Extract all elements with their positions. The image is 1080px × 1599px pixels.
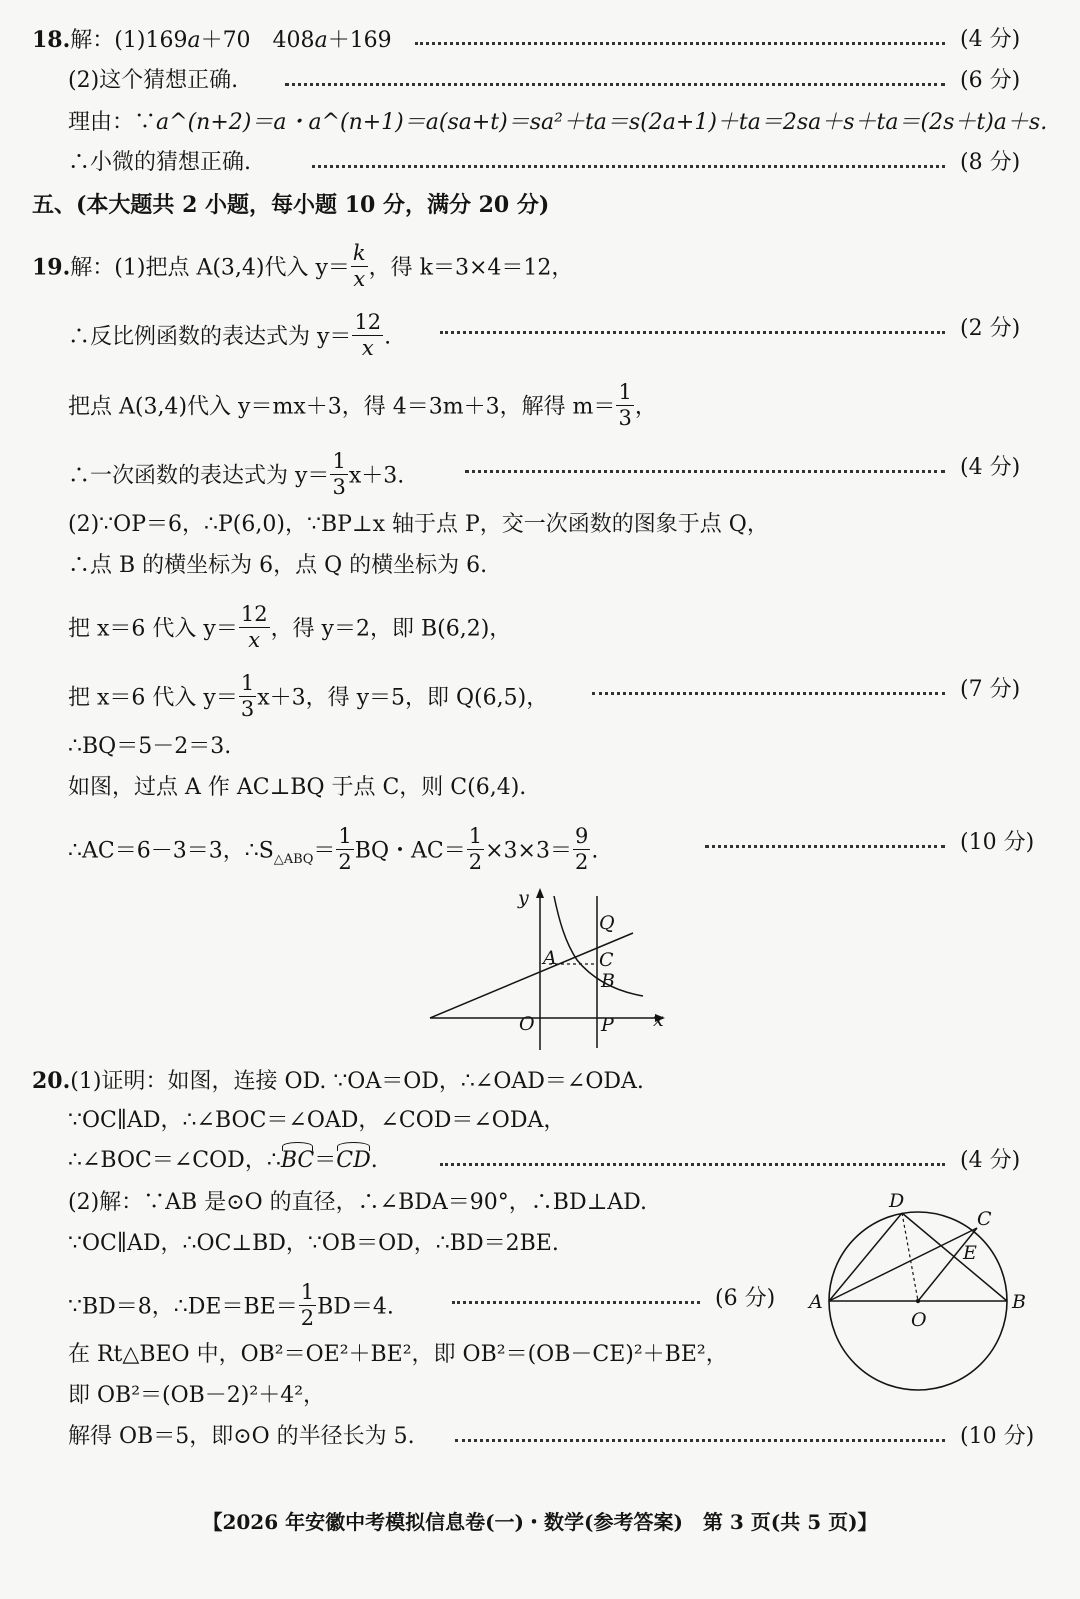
score-label: (4 分) bbox=[960, 1148, 1021, 1173]
q19-line-11 bbox=[0, 824, 1080, 874]
q18-l1-mid: ＋70 408 bbox=[200, 28, 315, 53]
numerator: 12 bbox=[240, 602, 268, 626]
label-a: A bbox=[809, 1291, 823, 1313]
q19-p11-a: ∴AC＝6－3＝3，∴S bbox=[68, 838, 274, 864]
score-leader bbox=[312, 165, 945, 168]
q19-line-1 bbox=[0, 241, 1080, 291]
denominator: 2 bbox=[574, 850, 589, 874]
score-leader bbox=[455, 1439, 945, 1442]
q20-l9: 解得 OB＝5，即⊙O 的半径长为 5. bbox=[68, 1424, 415, 1449]
numerator: 9 bbox=[574, 824, 589, 848]
q19-line-5 bbox=[0, 510, 1080, 540]
q19-line-7 bbox=[0, 602, 1080, 652]
q19-line-6 bbox=[0, 551, 1080, 581]
q19-p4-a: ∴一次函数的表达式为 y＝ bbox=[68, 463, 330, 489]
numerator: 1 bbox=[338, 824, 352, 848]
numerator: 1 bbox=[300, 1280, 315, 1304]
fraction bbox=[330, 451, 347, 498]
q18-line-3 bbox=[0, 108, 1080, 138]
fraction bbox=[616, 382, 633, 429]
chord-ac bbox=[829, 1228, 977, 1301]
q19-function-graph bbox=[425, 880, 675, 1055]
q19-p2-a: ∴反比例函数的表达式为 y＝ bbox=[68, 324, 352, 350]
label-o: O bbox=[519, 1013, 535, 1035]
period: . bbox=[384, 324, 392, 350]
label-y: y bbox=[518, 887, 529, 909]
score-label: (4 分) bbox=[960, 27, 1021, 52]
section-title: 五、(本大题共 2 小题，每小题 10 分，满分 20 分) bbox=[32, 192, 550, 218]
score-leader bbox=[440, 331, 945, 334]
subscript: △ABQ bbox=[273, 851, 314, 867]
y-axis-arrow bbox=[536, 888, 544, 898]
label-o: O bbox=[911, 1309, 927, 1331]
q19-p3-b: ， bbox=[634, 394, 657, 420]
var-a: a bbox=[187, 28, 201, 53]
q20-l2: ∵OC∥AD，∴∠BOC＝∠OAD，∠COD＝∠ODA， bbox=[68, 1108, 566, 1133]
numerator: 1 bbox=[332, 449, 346, 473]
fraction bbox=[352, 312, 383, 359]
label-e: E bbox=[963, 1242, 977, 1264]
numerator: 1 bbox=[240, 671, 255, 695]
q18-l3-expr: a^(n+2)＝a・a^(n+1)＝a(sa+t)＝sa²＋ta＝s(2a+1)＋ta＝2sa＋s＋ta＝(2s＋t)a＋s. bbox=[156, 110, 1048, 135]
q20-line-1 bbox=[0, 1066, 1080, 1096]
denominator: 3 bbox=[332, 475, 346, 499]
hyperbola-curve bbox=[554, 896, 643, 996]
denominator: x bbox=[353, 267, 366, 291]
q20-line-3 bbox=[0, 1146, 1080, 1176]
q19-line-8 bbox=[0, 671, 1080, 721]
score-label: (4 分) bbox=[960, 455, 1021, 480]
label-x: x bbox=[653, 1009, 664, 1031]
period: . bbox=[370, 1148, 378, 1173]
numerator: k bbox=[352, 241, 366, 265]
q20-l3-a: ∴∠BOC＝∠COD，∴ bbox=[68, 1148, 281, 1173]
label-a: A bbox=[543, 947, 557, 969]
label-c: C bbox=[977, 1208, 992, 1230]
numerator: 12 bbox=[354, 310, 382, 334]
score-label: (7 分) bbox=[960, 677, 1021, 702]
q20-l7: 在 Rt△BEO 中，OB²＝OE²＋BE²，即 OB²＝(OB－CE)²＋BE²， bbox=[68, 1342, 728, 1367]
denominator: x bbox=[361, 336, 374, 360]
score-label: (8 分) bbox=[960, 150, 1021, 175]
score-leader bbox=[440, 1163, 945, 1166]
q19-line-2 bbox=[0, 310, 1080, 360]
period: . bbox=[591, 838, 599, 864]
q19-p1-a: 解：(1)把点 A(3,4)代入 y＝ bbox=[70, 255, 350, 281]
q19-p10: 如图，过点 A 作 AC⊥BQ 于点 C，则 C(6,4). bbox=[68, 775, 527, 800]
score-label: (6 分) bbox=[960, 68, 1021, 93]
q19-p11-c: ×3×3＝ bbox=[485, 838, 572, 864]
fraction bbox=[239, 604, 270, 651]
label-c: C bbox=[599, 949, 614, 971]
label-d: D bbox=[889, 1190, 905, 1212]
question-number: 20. bbox=[32, 1068, 71, 1094]
q19-p6: ∴点 B 的横坐标为 6，点 Q 的横坐标为 6. bbox=[68, 553, 488, 578]
q19-p1-b: ，得 k＝3×4＝12， bbox=[368, 255, 574, 281]
question-number: 19. bbox=[32, 254, 71, 281]
fraction bbox=[239, 673, 256, 720]
equals: ＝ bbox=[313, 838, 336, 864]
q20-l4: (2)解：∵AB 是⊙O 的直径，∴∠BDA＝90°，∴BD⊥AD. bbox=[68, 1190, 648, 1215]
q18-line-2 bbox=[0, 66, 1080, 96]
fraction bbox=[467, 826, 484, 873]
q18-l4-text: ∴小微的猜想正确. bbox=[68, 150, 251, 175]
page-footer: 【2026 年安徽中考模拟信息卷(一)・数学(参考答案) 第 3 页(共 5 页)】 bbox=[202, 1510, 878, 1534]
score-leader bbox=[465, 470, 945, 473]
q19-p5: (2)∵OP＝6，∴P(6,0)，∵BP⊥x 轴于点 P，交一次函数的图象于点 Q， bbox=[68, 512, 769, 537]
q18-l3-label: 理由：∵ bbox=[68, 110, 157, 135]
score-leader bbox=[452, 1301, 700, 1304]
denominator: 3 bbox=[618, 406, 632, 430]
fraction bbox=[351, 243, 368, 290]
q20-line-2 bbox=[0, 1106, 1080, 1136]
label-q: Q bbox=[599, 912, 615, 934]
q20-circle-figure bbox=[805, 1185, 1035, 1400]
q19-p4-b: x＋3. bbox=[348, 463, 405, 489]
q20-l6-b: BD＝4. bbox=[317, 1294, 394, 1320]
section-header bbox=[0, 190, 1080, 220]
var-a: a bbox=[314, 28, 328, 53]
q18-l1-pre: 解：(1)169 bbox=[70, 28, 188, 53]
q19-line-10 bbox=[0, 773, 1080, 803]
question-number: 18. bbox=[32, 27, 71, 53]
denominator: 2 bbox=[468, 850, 483, 874]
denominator: 2 bbox=[338, 850, 352, 874]
q20-l8: 即 OB²＝(OB－2)²＋4²， bbox=[68, 1383, 326, 1408]
numerator: 1 bbox=[618, 380, 632, 404]
score-leader bbox=[415, 42, 945, 45]
label-b: B bbox=[1012, 1291, 1026, 1313]
arc-cd: CD bbox=[336, 1146, 370, 1176]
q19-p8-a: 把 x＝6 代入 y＝ bbox=[68, 685, 238, 711]
q20-l5: ∵OC∥AD，∴OC⊥BD，∵OB＝OD，∴BD＝2BE. bbox=[68, 1231, 559, 1256]
label-p: P bbox=[601, 1014, 614, 1036]
equals: ＝ bbox=[314, 1148, 337, 1173]
score-label: (2 分) bbox=[960, 316, 1021, 341]
q19-line-4 bbox=[0, 449, 1080, 499]
q19-line-3 bbox=[0, 380, 1080, 430]
q19-p7-a: 把 x＝6 代入 y＝ bbox=[68, 616, 238, 642]
q19-p3-a: 把点 A(3,4)代入 y＝mx＋3，得 4＝3m＋3，解得 m＝ bbox=[68, 394, 616, 420]
denominator: x bbox=[248, 628, 261, 652]
denominator: 3 bbox=[240, 697, 255, 721]
fraction bbox=[299, 1282, 316, 1329]
q20-l1: (1)证明：如图，连接 OD. ∵OA＝OD，∴∠OAD＝∠ODA. bbox=[70, 1069, 644, 1094]
fraction bbox=[336, 826, 353, 873]
q18-line-1 bbox=[0, 25, 1080, 55]
q19-line-9 bbox=[0, 732, 1080, 762]
q18-l1-end: ＋169 bbox=[327, 28, 392, 53]
q19-p8-b: x＋3，得 y＝5，即 Q(6,5)， bbox=[257, 685, 549, 711]
segment-od-dashed bbox=[902, 1213, 918, 1301]
fraction bbox=[573, 826, 590, 873]
segment-oc bbox=[918, 1228, 977, 1301]
q18-l2-text: (2)这个猜想正确. bbox=[68, 68, 239, 93]
denominator: 2 bbox=[300, 1306, 315, 1330]
score-label: (6 分) bbox=[715, 1286, 776, 1311]
numerator: 1 bbox=[468, 824, 483, 848]
q20-line-9 bbox=[0, 1422, 1080, 1452]
q20-l6-a: ∵BD＝8，∴DE＝BE＝ bbox=[68, 1294, 298, 1320]
arc-bc: BC bbox=[281, 1146, 314, 1176]
center-point-o bbox=[916, 1299, 920, 1303]
q19-p7-b: ，得 y＝2，即 B(6,2)， bbox=[270, 616, 512, 642]
score-label: (10 分) bbox=[960, 830, 1035, 855]
score-leader bbox=[592, 692, 945, 695]
score-leader bbox=[285, 83, 945, 86]
score-label: (10 分) bbox=[960, 1424, 1035, 1449]
score-leader bbox=[705, 845, 945, 848]
q19-p11-b: BQ・AC＝ bbox=[354, 838, 466, 864]
label-b: B bbox=[601, 970, 615, 992]
q19-p9: ∴BQ＝5－2＝3. bbox=[68, 734, 232, 759]
q18-line-4 bbox=[0, 148, 1080, 178]
